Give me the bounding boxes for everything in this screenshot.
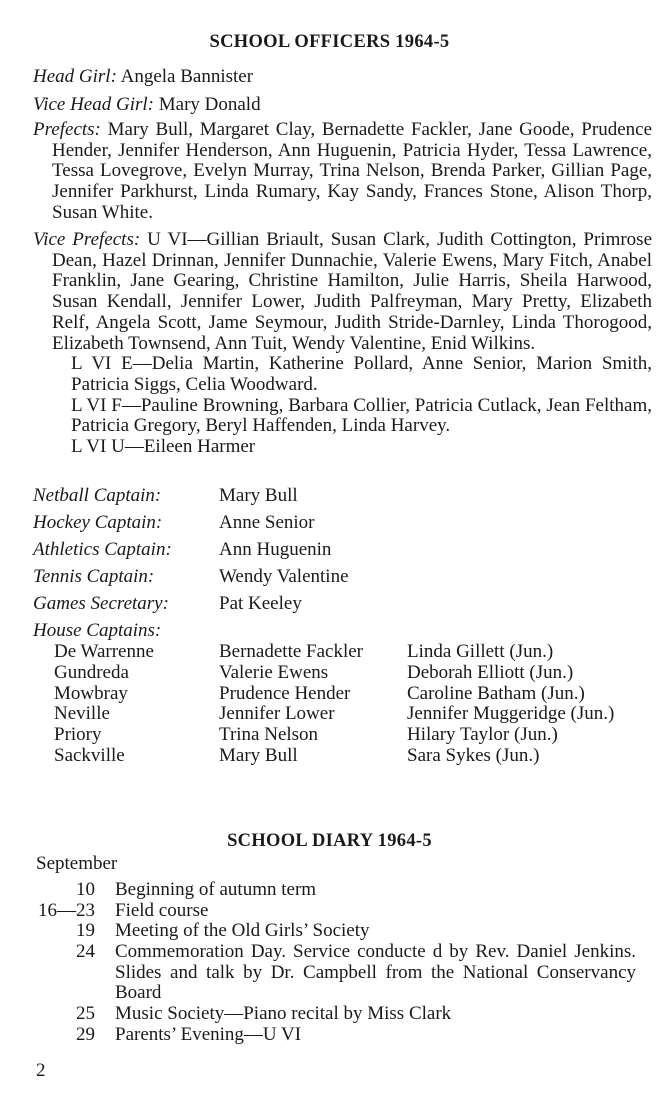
house-name: Mowbray [54, 683, 128, 704]
diary-event: Field course [115, 900, 209, 921]
vice-prefects-group-lvif [52, 396, 652, 437]
senior-captain: Trina Nelson [219, 724, 319, 745]
house-name: Gundreda [54, 662, 129, 683]
captain-label: Netball Captain: [33, 485, 162, 506]
captain-label: Games Secretary: [33, 593, 169, 614]
diary-event: Meeting of the Old Girls’ Society [115, 920, 370, 941]
senior-captain: Valerie Ewens [219, 662, 329, 683]
dash: — [121, 394, 141, 416]
vice-prefects-label: Vice Prefects: [33, 229, 141, 250]
captain-value: Wendy Valentine [219, 566, 349, 587]
dash: — [124, 436, 144, 458]
vice-prefects-names-lviu: Eileen Harmer [143, 436, 256, 458]
prefects-label: Prefects: [33, 119, 101, 140]
junior-captain: Linda Gillett (Jun.) [407, 641, 554, 662]
vice-prefects-form-lviu: L VI U [71, 436, 125, 458]
house-row [0, 662, 659, 683]
junior-captain: Caroline Batham (Jun.) [407, 683, 585, 704]
vice-prefects-names-lvif: Pauline Browning, Barbara Collier, Patricia Cutlack, Jean Feltham, Patricia Gregory, Beryl Haffenden, Linda Harvey. [71, 394, 652, 437]
house-captains-label: House Captains: [33, 620, 162, 641]
dash: — [132, 353, 152, 375]
prefects-names: Mary Bull, Margaret Clay, Bernadette Fackler, Jane Goode, Prudence Hender, Jennifer Henderson, Ann Huguenin, Patricia Hyder, Tessa Lawrence, Tessa Lovegrove, Evelyn Murray, Trina Nelson, Brenda Parker, Gillian Page, Jennifer Parkhurst, Linda Rumary, Kay Sandy, Frances Stone, Alison Thorp, Susan White. [52, 119, 652, 223]
page-number: 2 [36, 1060, 46, 1081]
school-officers-heading: SCHOOL OFFICERS 1964-5 [209, 32, 450, 52]
house-name: Sackville [54, 745, 125, 766]
house-name: De Warrenne [54, 641, 154, 662]
diary-event: Parents’ Evening—U VI [115, 1024, 302, 1045]
captain-label: Tennis Captain: [33, 566, 155, 587]
diary-date: 24 [76, 941, 95, 962]
captain-label: Athletics Captain: [33, 539, 172, 560]
vice-head-girl-label: Vice Head Girl: [33, 94, 154, 115]
senior-captain: Prudence Hender [219, 683, 351, 704]
captain-value: Ann Huguenin [219, 539, 332, 560]
junior-captain: Jennifer Muggeridge (Jun.) [407, 703, 615, 724]
diary-event: Music Society—Piano recital by Miss Clark [115, 1003, 452, 1024]
senior-captain: Jennifer Lower [219, 703, 335, 724]
captain-label: Hockey Captain: [33, 512, 163, 533]
house-row [0, 703, 659, 724]
junior-captain: Deborah Elliott (Jun.) [407, 662, 574, 683]
prefects-paragraph [33, 120, 652, 224]
diary-event: Beginning of autumn term [115, 879, 317, 900]
vice-prefects-form-lvif: L VI F [71, 394, 122, 416]
junior-captain: Hilary Taylor (Jun.) [407, 724, 558, 745]
head-girl-line [33, 66, 253, 87]
vice-prefects-names-lvie: Delia Martin, Katherine Pollard, Anne Senior, Marion Smith, Patricia Siggs, Celia Woodward. [71, 353, 652, 395]
vice-prefects-names-uvi: Gillian Briault, Susan Clark, Judith Cottington, Primrose Dean, Hazel Drinnan, Jennifer Dunnachie, Valerie Ewens, Mary Fitch, Anabel Franklin, Jane Gearing, Christine Hamilton, Julie Harris, Sheila Harwood, Susan Kendall, Jennifer Lower, Judith Palfreyman, Mary Pretty, Elizabeth Relf, Angela Scott, Jame Seymour, Judith Stride-Darnley, Linda Thorogood, Elizabeth Townsend, Ann Tuit, Wendy Valentine, Enid Wilkins. [52, 229, 653, 354]
vice-head-girl-value: Mary Donald [158, 94, 261, 115]
vice-prefects-paragraph [33, 230, 652, 458]
school-diary-heading: SCHOOL DIARY 1964-5 [227, 831, 432, 851]
diary-date: 16—23 [38, 900, 95, 921]
house-row [0, 641, 659, 662]
house-name: Neville [54, 703, 110, 724]
senior-captain: Mary Bull [219, 745, 298, 766]
vice-head-girl-line [33, 94, 261, 115]
house-row [0, 745, 659, 766]
captain-value: Mary Bull [219, 485, 298, 506]
diary-date: 10 [76, 879, 95, 900]
diary-date: 19 [76, 920, 95, 941]
diary-event: Commemoration Day. Service conducte d by Rev. Daniel Jenkins. Slides and talk by Dr. Campbell from the National Conservancy Board [115, 941, 636, 1004]
house-row [0, 683, 659, 704]
diary-month: September [36, 853, 118, 874]
vice-prefects-group-lviu [52, 437, 652, 458]
house-row [0, 724, 659, 745]
captain-value: Pat Keeley [219, 593, 302, 614]
senior-captain: Bernadette Fackler [219, 641, 364, 662]
diary-date: 25 [76, 1003, 95, 1024]
junior-captain: Sara Sykes (Jun.) [407, 745, 540, 766]
head-girl-value: Angela Bannister [120, 66, 254, 87]
vice-prefects-form-lvie: L VI E [71, 353, 133, 375]
house-name: Priory [54, 724, 102, 745]
head-girl-label: Head Girl: [33, 66, 117, 87]
vice-prefects-form-uvi: U VI [147, 229, 188, 250]
diary-date: 29 [76, 1024, 95, 1045]
vice-prefects-group-lvie [52, 354, 652, 395]
captain-value: Anne Senior [219, 512, 315, 533]
dash: — [187, 229, 207, 250]
